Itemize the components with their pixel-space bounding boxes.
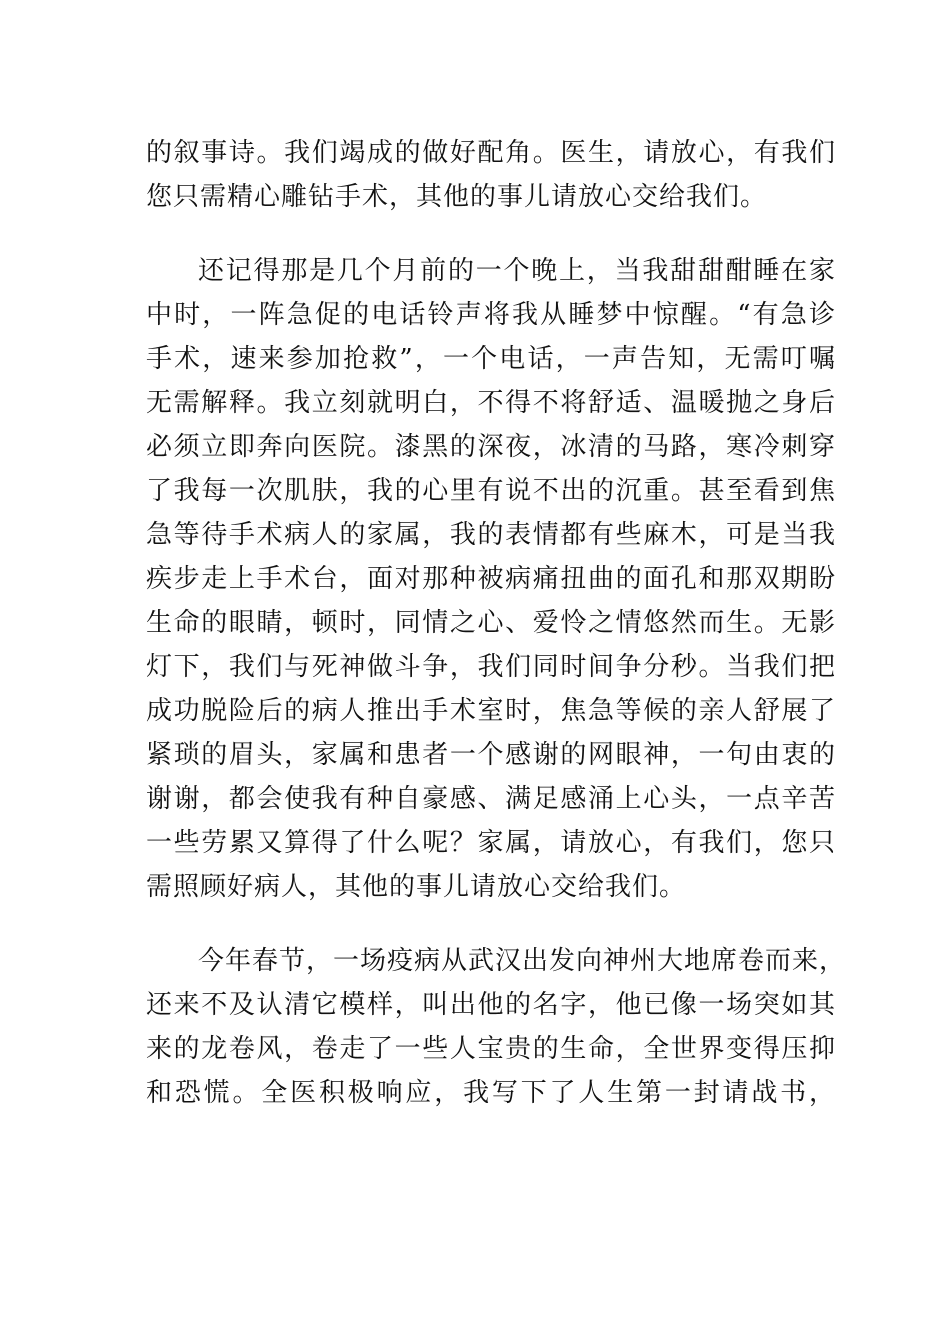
paragraph (146, 249, 836, 909)
text-line: 今年春节，一场疫病从武汉出发向神州大地席卷而来， (198, 946, 847, 976)
text-line: 来的龙卷风，卷走了一些人宝贵的生命，全世界变得压抑 (146, 1034, 836, 1064)
text-line: 一些劳累又算得了什么呢？家属，请放心，有我们，您只 (146, 828, 836, 858)
document-body (146, 131, 847, 1115)
text-line: 您只需精心雕钻手术，其他的事儿请放心交给我们。 (146, 182, 768, 212)
text-line: 必须立即奔向医院。漆黑的深夜，冰清的马路，寒冷刺穿 (146, 432, 836, 462)
text-line: 还记得那是几个月前的一个晚上，当我甜甜酣睡在家 (198, 256, 836, 286)
text-line: 中时，一阵急促的电话铃声将我从睡梦中惊醒。“有急诊 (146, 300, 836, 330)
text-line: 了我每一次肌肤，我的心里有说不出的沉重。甚至看到焦 (146, 476, 836, 506)
paragraph (146, 939, 847, 1115)
paragraph (146, 131, 836, 219)
text-line: 的叙事诗。我们竭成的做好配角。医生，请放心，有我们 (146, 138, 836, 168)
text-line: 需照顾好病人，其他的事儿请放心交给我们。 (146, 872, 687, 902)
text-line: 疾步走上手术台，面对那种被病痛扭曲的面孔和那双期盼 (146, 564, 836, 594)
text-line: 无需解释。我立刻就明白，不得不将舒适、温暖抛之身后 (146, 388, 836, 418)
text-line: 灯下，我们与死神做斗争，我们同时间争分秒。当我们把 (146, 652, 836, 682)
text-line: 紧琐的眉头，家属和患者一个感谢的网眼神，一句由衷的 (146, 740, 836, 770)
text-line: 生命的眼睛，顿时，同情之心、爱怜之情悠然而生。无影 (146, 608, 836, 638)
text-line: 还来不及认清它模样，叫出他的名字，他已像一场突如其 (146, 990, 836, 1020)
text-line: 谢谢，都会使我有种自豪感、满足感涌上心头，一点辛苦 (146, 784, 836, 814)
text-line: 手术，速来参加抢救”，一个电话，一声告知，无需叮嘱 (146, 344, 836, 374)
text-line: 和恐慌。全医积极响应，我写下了人生第一封请战书， (146, 1078, 836, 1108)
text-line: 急等待手术病人的家属，我的表情都有些麻木，可是当我 (146, 520, 836, 550)
text-line: 成功脱险后的病人推出手术室时，焦急等候的亲人舒展了 (146, 696, 836, 726)
